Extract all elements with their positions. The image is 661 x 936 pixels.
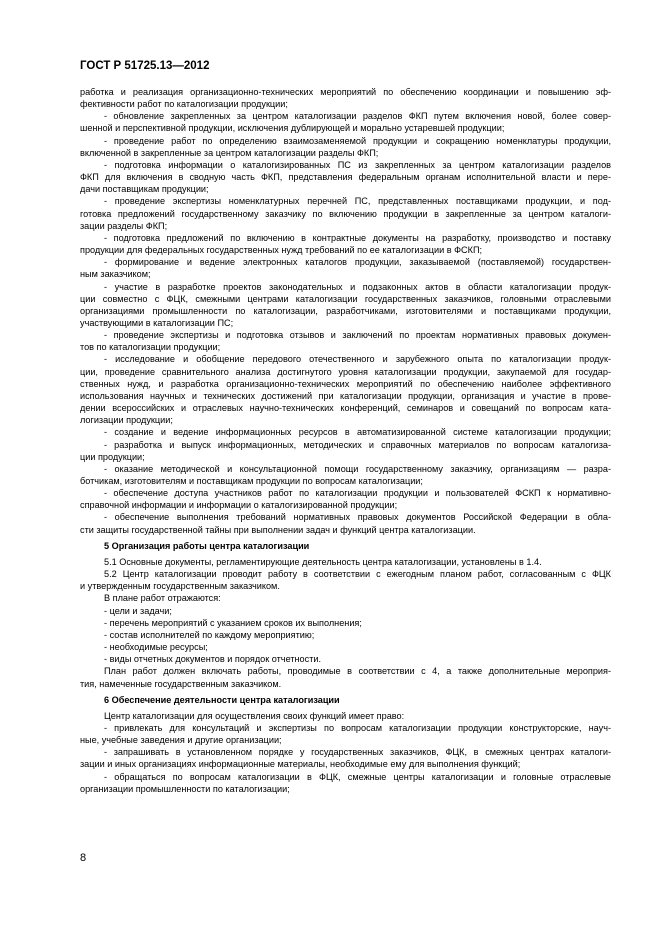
text-line: и утвержденным государственным заказчиком.	[80, 581, 280, 592]
text-line: организациями промышленности по каталогизации, разработчиками, изготовителями и поставщиками продукции,	[80, 305, 611, 316]
text-line: логизации продукции;	[80, 415, 173, 426]
text-line: 5.2 Центр каталогизации проводит работу в соответствии с ежегодным планом работ, согласованным с ФЦК	[104, 569, 611, 580]
text-line: План работ должен включать работы, проводимые в соответствии с 4, а также дополнительные мероприя-	[104, 666, 611, 677]
text-line: дении всероссийских и отраслевых научно-технических конференций, семинаров и совещаний по вопросам ката-	[80, 403, 611, 414]
text-line: использования научных и технических достижений при каталогизации продукции, организация и участие в прове-	[80, 390, 611, 401]
text-line: - проведение экспертизы и подготовка отзывов и заключений по проектам нормативных правовых докумен-	[104, 330, 611, 341]
text-line: фективности работ по каталогизации продукции;	[80, 99, 288, 110]
text-line: зации разделы ФКП;	[80, 220, 168, 231]
text-line: - обеспечение доступа участников работ по каталогизации продукции и пользователей ФСКП к нормативно-	[104, 488, 611, 499]
text-line: работка и реализация организационно-технических мероприятий по обеспечению координации и повышению эф-	[80, 87, 611, 97]
text-line: зации и иных организациях информационные материалы, необходимые ему для выполнения функций;	[80, 759, 521, 770]
text-line: справочной информации и информации о каталогизированной продукции;	[80, 500, 398, 511]
text-line: ным заказчиком;	[80, 269, 151, 280]
text-line: - проведение работ по определению взаимозаменяемой продукции и сокращению номенклатуры продукции,	[104, 135, 611, 146]
section-heading-6: 6 Обеспечение деятельности центра каталогизации	[104, 694, 340, 705]
text-line: ции совместно с ФЦК, смежными центрами каталогизации государственных заказчиков, головными отраслевыми	[80, 293, 611, 304]
list-item: - цели и задачи;	[104, 605, 172, 616]
text-line: - подготовка предложений по включению в контрактные документы на разработку, производство и поставку	[104, 232, 611, 243]
text-line: - обеспечение выполнения требований нормативных правовых документов Российской Федерации в обла-	[104, 512, 611, 523]
text-line: 5.1 Основные документы, регламентирующие деятельность центра каталогизации, установлены в 1.4.	[104, 556, 542, 567]
document-body	[80, 86, 611, 795]
document-header: ГОСТ Р 51725.13—2012	[80, 60, 210, 72]
list-item: - перечень мероприятий с указанием сроков их выполнения;	[104, 617, 362, 628]
text-line: - исследование и обобщение передового отечественного и зарубежного опыта по каталогизации продук-	[104, 354, 611, 365]
list-item: - необходимые ресурсы;	[104, 642, 208, 653]
text-line: ФКП для включения в сводную часть ФКП, представления федеральным органам исполнительной власти и пере-	[80, 172, 611, 183]
text-line: - обновление закрепленных за центром каталогизации разделов ФКП путем включения новой, более совер-	[104, 111, 611, 122]
list-item: - состав исполнителей по каждому мероприятию;	[104, 629, 315, 640]
text-line: ции, проведение сравнительного анализа достигнутого уровня каталогизации продукции, закупаемой для государ-	[80, 366, 611, 377]
text-line: ции продукции;	[80, 451, 145, 462]
text-line: - формирование и ведение электронных каталогов продукции, заказываемой (поставляемой) государствен-	[104, 257, 611, 268]
text-line: - создание и ведение информационных ресурсов в автоматизированной системе каталогизации продукции;	[104, 427, 611, 438]
page-number: 8	[80, 852, 87, 864]
text-line: включенной в закрепленные за центром каталогизации разделы ФКП;	[80, 147, 379, 158]
text-line: ные, учебные заведения и другие организации;	[80, 735, 282, 746]
text-line: - подготовка информации о каталогизированных ПС из закрепленных за центром каталогизации разделов	[104, 159, 611, 170]
text-line: тия, намеченные государственным заказчиком.	[80, 678, 282, 689]
text-line: тов по каталогизации продукции;	[80, 342, 221, 353]
text-line: ственных нужд, и разработка организационно-технических мероприятий по обеспечению наиболее эффективного	[80, 378, 611, 389]
text-line: Центр каталогизации для осуществления своих функций имеет право:	[104, 710, 405, 721]
text-line: - участие в разработке проектов законодательных и подзаконных актов в области каталогизации продук-	[104, 281, 611, 292]
text-line: участвующими в каталогизации ПС;	[80, 317, 234, 328]
text-line: готовка предложений государственному заказчику по включению продукции в закрепленные за центром каталоги-	[80, 208, 611, 219]
text-line: продукции для федеральных государственных нужд требований по ее каталогизации в ФСКП;	[80, 245, 483, 256]
text-line: - оказание методической и консультационной помощи государственному заказчику, организациям — разра-	[104, 463, 611, 474]
text-line: - привлекать для консультаций и экспертизы по вопросам каталогизации продукции конструкторские, науч-	[104, 722, 611, 733]
section-heading-5: 5 Организация работы центра каталогизации	[104, 540, 310, 551]
text-line: дачи поставщикам продукции;	[80, 184, 209, 195]
text-line: - запрашивать в установленном порядке у государственных заказчиков, ФЦК, в смежных центрах каталоги-	[104, 747, 611, 758]
text-line: ботчикам, изготовителям и поставщикам продукции по вопросам каталогизации;	[80, 476, 423, 486]
text-line: - проведение экспертизы номенклатурных перечней ПС, представленных поставщиками продукции, и под-	[104, 196, 611, 207]
list-item: - виды отчетных документов и порядок отчетности.	[104, 654, 322, 665]
text-line: шенной и перспективной продукции, исключения дублирующей и морально устаревшей продукции;	[80, 123, 505, 134]
text-line: сти защиты государственной тайны при выполнении задач и функций центра каталогизации.	[80, 524, 476, 535]
text-line: организации промышленности по каталогизации;	[80, 783, 290, 794]
text-line: В плане работ отражаются:	[104, 593, 221, 604]
text-line: - обращаться по вопросам каталогизации в ФЦК, смежные центры каталогизации и головные отраслевые	[104, 771, 611, 782]
text-line: - разработка и выпуск информационных, методических и справочных материалов по вопросам каталогиза-	[104, 439, 611, 450]
